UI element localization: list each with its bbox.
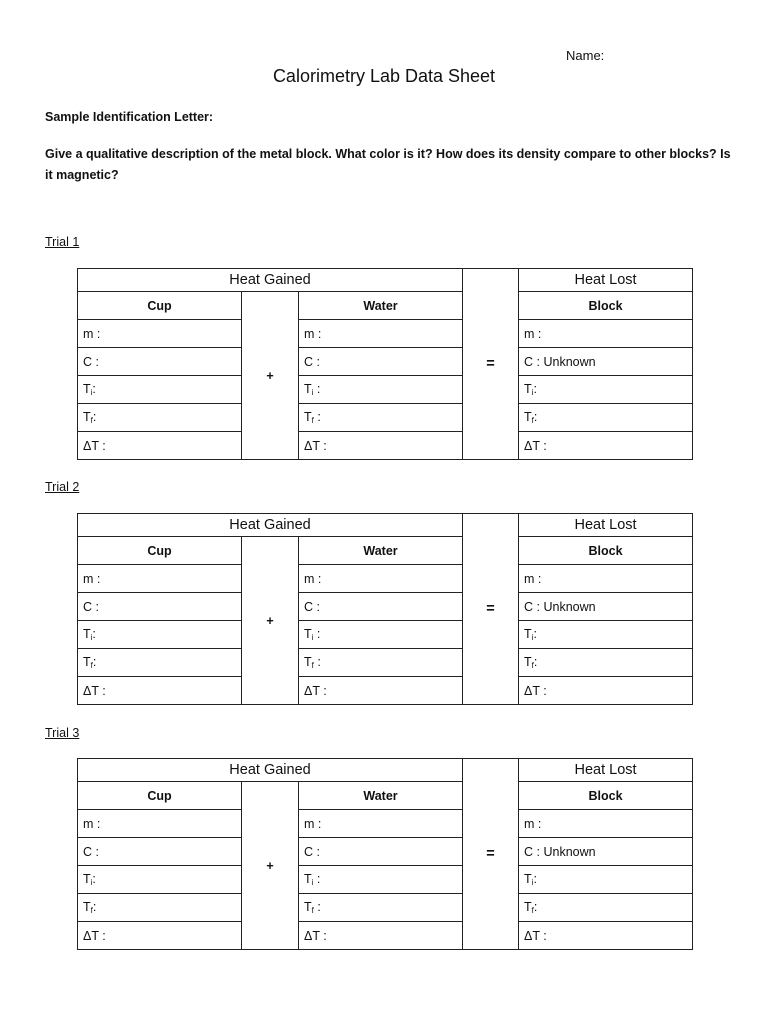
water-specific-heat-cell[interactable] xyxy=(299,348,463,376)
initial-temp-label: $T_i$ : xyxy=(304,382,321,397)
trial-2-label: Trial 2 xyxy=(45,480,80,494)
water-header: Water xyxy=(299,782,463,810)
heat-lost-header: Heat Lost xyxy=(519,269,693,292)
mass-label: m : xyxy=(304,816,322,831)
water-final-temp-cell[interactable] xyxy=(299,404,463,432)
block-header: Block xyxy=(519,782,693,810)
plus-sign: + xyxy=(242,292,299,460)
specific-heat-label: C : Unknown xyxy=(524,354,596,369)
water-initial-temp-cell[interactable] xyxy=(299,376,463,404)
mass-label: m : xyxy=(83,326,101,341)
delta-t-label: ΔT : xyxy=(83,438,106,453)
water-initial-temp-cell[interactable] xyxy=(299,621,463,649)
mass-label: m : xyxy=(304,326,322,341)
water-specific-heat-cell[interactable] xyxy=(299,838,463,866)
block-mass-cell[interactable] xyxy=(519,565,693,593)
cup-specific-heat-cell[interactable] xyxy=(78,593,242,621)
initial-temp-label: $T_i$: xyxy=(524,627,537,642)
cup-final-temp-cell[interactable] xyxy=(78,649,242,677)
block-final-temp-cell[interactable] xyxy=(519,404,693,432)
cup-initial-temp-cell[interactable] xyxy=(78,621,242,649)
mass-label: m : xyxy=(524,326,542,341)
trial-3-table xyxy=(77,758,693,950)
water-specific-heat-cell[interactable] xyxy=(299,593,463,621)
cup-header: Cup xyxy=(78,537,242,565)
final-temp-label: $T_f$: xyxy=(524,655,538,670)
equals-sign: = xyxy=(463,269,519,460)
block-initial-temp-cell[interactable] xyxy=(519,866,693,894)
cup-final-temp-cell[interactable] xyxy=(78,404,242,432)
initial-temp-label: $T_i$ : xyxy=(304,872,321,887)
block-mass-cell[interactable] xyxy=(519,320,693,348)
block-delta-t-cell[interactable] xyxy=(519,432,693,460)
block-initial-temp-cell[interactable] xyxy=(519,376,693,404)
initial-temp-label: $T_i$ : xyxy=(304,627,321,642)
final-temp-label: $T_f$: xyxy=(83,900,97,915)
qualitative-description-question: Give a qualitative description of the metal block. What color is it? How does its density compare to other blocks? Is it magnetic? xyxy=(45,147,731,182)
initial-temp-label: $T_i$: xyxy=(83,382,96,397)
final-temp-label: $T_f$ : xyxy=(304,900,321,915)
equals-sign: = xyxy=(463,759,519,950)
block-delta-t-cell[interactable] xyxy=(519,677,693,705)
cup-mass-cell[interactable] xyxy=(78,810,242,838)
specific-heat-label: C : Unknown xyxy=(524,599,596,614)
delta-t-label: ΔT : xyxy=(304,438,327,453)
block-specific-heat-cell[interactable] xyxy=(519,348,693,376)
cup-final-temp-cell[interactable] xyxy=(78,894,242,922)
cup-delta-t-cell[interactable] xyxy=(78,677,242,705)
specific-heat-label: C : xyxy=(83,599,99,614)
delta-t-label: ΔT : xyxy=(304,683,327,698)
block-specific-heat-cell[interactable] xyxy=(519,838,693,866)
initial-temp-label: $T_i$: xyxy=(524,382,537,397)
plus-sign: + xyxy=(242,537,299,705)
cup-mass-cell[interactable] xyxy=(78,320,242,348)
mass-label: m : xyxy=(83,816,101,831)
heat-gained-header: Heat Gained xyxy=(78,759,463,782)
initial-temp-label: $T_i$: xyxy=(524,872,537,887)
water-header: Water xyxy=(299,292,463,320)
water-delta-t-cell[interactable] xyxy=(299,922,463,950)
water-delta-t-cell[interactable] xyxy=(299,432,463,460)
cup-mass-cell[interactable] xyxy=(78,565,242,593)
delta-t-label: ΔT : xyxy=(524,928,547,943)
delta-t-label: ΔT : xyxy=(304,928,327,943)
water-final-temp-cell[interactable] xyxy=(299,894,463,922)
cup-initial-temp-cell[interactable] xyxy=(78,376,242,404)
delta-t-label: ΔT : xyxy=(524,438,547,453)
cup-specific-heat-cell[interactable] xyxy=(78,348,242,376)
specific-heat-label: C : xyxy=(304,599,320,614)
cup-initial-temp-cell[interactable] xyxy=(78,866,242,894)
trial-1-table xyxy=(77,268,693,460)
delta-t-label: ΔT : xyxy=(83,683,106,698)
sample-identification-label: Sample Identification Letter: xyxy=(45,110,214,124)
water-mass-cell[interactable] xyxy=(299,320,463,348)
specific-heat-label: C : xyxy=(304,844,320,859)
plus-sign: + xyxy=(242,782,299,950)
equals-sign: = xyxy=(463,514,519,705)
cup-delta-t-cell[interactable] xyxy=(78,922,242,950)
specific-heat-label: C : xyxy=(83,844,99,859)
delta-t-label: ΔT : xyxy=(83,928,106,943)
water-header: Water xyxy=(299,537,463,565)
cup-specific-heat-cell[interactable] xyxy=(78,838,242,866)
cup-header: Cup xyxy=(78,782,242,810)
delta-t-label: ΔT : xyxy=(524,683,547,698)
block-initial-temp-cell[interactable] xyxy=(519,621,693,649)
final-temp-label: $T_f$: xyxy=(83,410,97,425)
specific-heat-label: C : Unknown xyxy=(524,844,596,859)
block-header: Block xyxy=(519,292,693,320)
specific-heat-label: C : xyxy=(83,354,99,369)
block-header: Block xyxy=(519,537,693,565)
heat-gained-header: Heat Gained xyxy=(78,269,463,292)
water-initial-temp-cell[interactable] xyxy=(299,866,463,894)
block-specific-heat-cell[interactable] xyxy=(519,593,693,621)
final-temp-label: $T_f$ : xyxy=(304,410,321,425)
block-final-temp-cell[interactable] xyxy=(519,894,693,922)
mass-label: m : xyxy=(83,571,101,586)
heat-lost-header: Heat Lost xyxy=(519,514,693,537)
block-final-temp-cell[interactable] xyxy=(519,649,693,677)
cup-delta-t-cell[interactable] xyxy=(78,432,242,460)
final-temp-label: $T_f$: xyxy=(524,410,538,425)
cup-header: Cup xyxy=(78,292,242,320)
block-mass-cell[interactable] xyxy=(519,810,693,838)
final-temp-label: $T_f$: xyxy=(524,900,538,915)
mass-label: m : xyxy=(304,571,322,586)
initial-temp-label: $T_i$: xyxy=(83,627,96,642)
page-title: Calorimetry Lab Data Sheet xyxy=(272,66,496,86)
water-mass-cell[interactable] xyxy=(299,810,463,838)
heat-lost-header: Heat Lost xyxy=(519,759,693,782)
heat-gained-header: Heat Gained xyxy=(78,514,463,537)
mass-label: m : xyxy=(524,816,542,831)
trial-3-label: Trial 3 xyxy=(45,726,80,740)
water-final-temp-cell[interactable] xyxy=(299,649,463,677)
final-temp-label: $T_f$ : xyxy=(304,655,321,670)
specific-heat-label: C : xyxy=(304,354,320,369)
block-delta-t-cell[interactable] xyxy=(519,922,693,950)
water-delta-t-cell[interactable] xyxy=(299,677,463,705)
initial-temp-label: $T_i$: xyxy=(83,872,96,887)
trial-2-table xyxy=(77,513,693,705)
water-mass-cell[interactable] xyxy=(299,565,463,593)
trial-1-label: Trial 1 xyxy=(45,235,80,249)
mass-label: m : xyxy=(524,571,542,586)
final-temp-label: $T_f$: xyxy=(83,655,97,670)
name-label: Name: xyxy=(566,48,605,63)
